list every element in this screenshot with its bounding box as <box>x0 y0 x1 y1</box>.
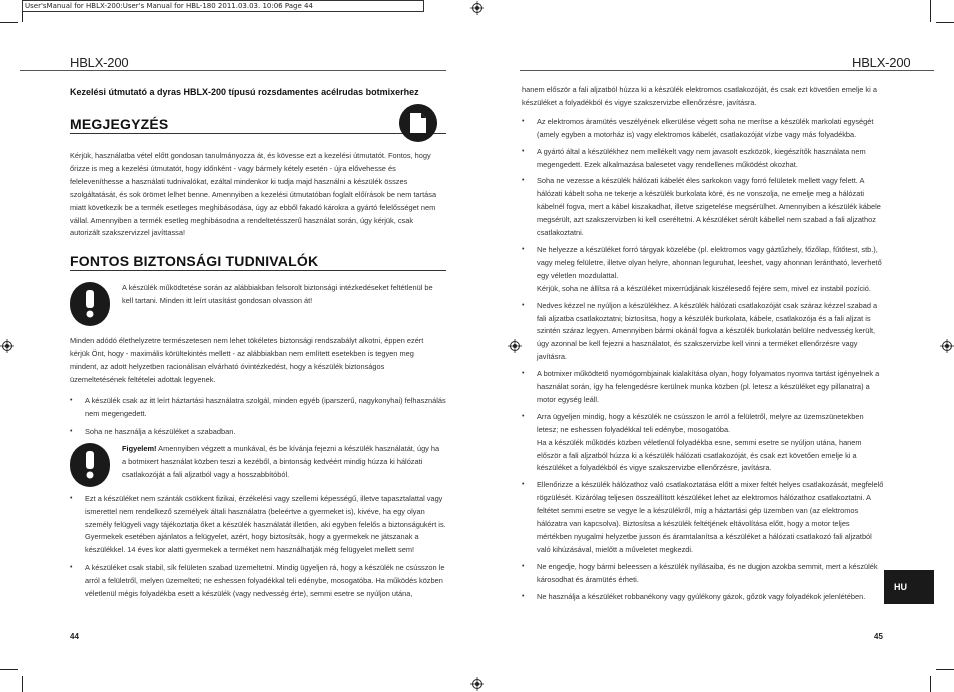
crop-mark <box>930 0 931 22</box>
header-rule-right <box>520 70 934 71</box>
page-number-left: 44 <box>70 632 79 641</box>
registration-mark-icon <box>508 339 522 353</box>
registration-mark-icon <box>940 339 954 353</box>
crop-mark <box>930 676 931 692</box>
list-item: • A készülék csak az itt leírt háztartási használatra szolgál, minden egyéb (iparszerű, nagykonyhai) felhasználás nem megengedett. <box>70 395 446 421</box>
caution-block <box>70 443 446 487</box>
list-item: • Ne használja a készüléket robbanékony vagy gyúlékony gázok, gőzök vagy folyadékok jelenlétében. <box>522 591 884 604</box>
list-item: • Ne helyezze a készüléket forró tárgyak közelébe (pl. elektromos vagy gáztűzhely, főzőlap, fűtőtest, stb.), vagy meleg felületre, illetve olyan helyre, ahonnan leguruhat, leeshet, vagy ahonnan lerántható, leverhető egy véletlen mozdulattal. Kérjük, soha ne állítsa rá a készüléket mixerrúdjának kiszélesedő fejére sem, mivel ez instabil pozíció. <box>522 244 884 296</box>
warning-intro-block <box>70 282 446 326</box>
registration-mark-icon <box>470 677 484 691</box>
running-head-right: HBLX-200 <box>852 55 911 70</box>
page-number-right: 45 <box>874 632 883 641</box>
warning-intro-text: A készülék működtetése során az alábbiakban felsorolt biztonsági intézkedéseket feltétlenül be kell tartani. Minden itt leírt utasítást gondosan olvasson át! <box>122 283 433 306</box>
caution-body: Amennyiben végzett a munkával, és be kívánja fejezni a készülék használatát, úgy ha a botmixert használat közben teszi a kezéből, a bintonság kedvéért mindig húzza ki hálózati csatlakozóját a fali aljzatból vagy a hosszabbítóból. <box>122 443 440 479</box>
right-page <box>522 84 884 604</box>
crop-mark <box>0 669 18 670</box>
registration-mark-icon <box>470 1 484 15</box>
general-safety-text: Minden adódó élethelyzetre természetesen nem lehet tökéletes biztonsági rendszabályt alkotni, éppen ezért kérjük Önt, hogy - maximális körültekintés mellett - az alábbiakban nem említett esetekben is tegyen meg mindent, az adott helyzetben racionálisan elvárható óvintézkedést, hogy a készülék biztonságos üzemeltetésének feltételei adottak legyenek. <box>70 336 424 385</box>
list-item: • Ne engedje, hogy bármi beleessen a készülék nyílásaiba, és ne dugjon azokba semmit, mert a készülék károsodhat és áramütés érheti. <box>522 561 884 587</box>
list-item: • Ezt a készüléket nem szánták csökkent fizikai, érzékelési vagy szellemi képességű, illetve tapasztalattal vagy ismerettel nem rendelkező személyek általi használatra (beleértve a gyermeket is), kivéve, ha egy olyan személy felügyeli vagy tájékoztatja őket a készülék használatát illetően, aki egyben felelős a biztonságukért is. Gyermekek esetében ajánlatos a felügyelet, azért, hogy biztosítsák, hogy a gyermekek ne játszanak a készülékkel. 14 éves kor alatti gyermekek a terméket nem használhatják még felügyelet mellett sem! <box>70 493 446 558</box>
note-heading: MEGJEGYZÉS <box>70 115 446 134</box>
caution-text <box>122 443 440 482</box>
left-page <box>70 86 446 601</box>
list-item: • Soha ne vezesse a készülék hálózati kábelét éles sarkokon vagy forró felületek mellett vagy felett. A hálózati kábelt soha ne tekerje a készülék burkolata köré, és ne vonszolja, ne emelje meg a hálózati kábelnél fogva, mert a kábel kiszakadhat, illetve szigetelése megsérülhet. Amennyiben a készülék kábele megsérült, azt szakszervizben ki kell cseréltetni. A készüléket sérült kábellel nem szabad a fali aljzathoz csatlakoztatni. <box>522 175 884 240</box>
list-item: • Soha ne használja a készüléket a szabadban. <box>70 426 446 439</box>
crop-mark <box>936 669 954 670</box>
note-text: Kérjük, használatba vétel előtt gondosan tanulmányozza át, és kövesse ezt a kezelési útmutatót. Fontos, hogy őrizze is meg a kezelési útmutatót, hogy időnként - vagy bármely kétely esetén - újra elővehesse és feleleveníthesse a használati tudnivalókat, ezáltal mindenkor ki tudja majd használni a készülék összes szolgáltatását, és sok örömet lelhet benne. Amennyiben a kezelési útmutatóban foglalt előírások be nem tartása miatt következik be a termék esetleges meghibásodása, úgy az ebből fakadó károkra a gyártó felelősséget nem vállal. Amennyiben a termék esetleg meghibásodna a rendeltetésszerű használat során, úgy kérjük, csak autorizált szakszervizzel javíttassa! <box>70 151 437 238</box>
crop-mark <box>936 22 954 23</box>
list-item: • Nedves kézzel ne nyúljon a készülékhez. A készülék hálózati csatlakozóját csak száraz kézzel szabad a fali aljzatba csatlakoztatni; biztosítsa, hogy a készülék burkolata, kábele, csatlakozója és a fali aljzat is szintén száraz legyen. Amennyiben bármi okánál fogva a készülék burkolatán belülre nedvesség került, úgy azonnal be kell fejezni a használatot, és szakszervizbe kell vinni a terméket ellenőrzésre vagy javításra. <box>522 300 884 365</box>
running-head-left: HBLX-200 <box>70 55 129 70</box>
header-rule-left <box>20 70 446 71</box>
list-item: • A botmixer működtető nyomógombjainak kialakítása olyan, hogy folyamatos nyomva tartást igényelnek a használat során, így ha felengedésre kerülnek munka közben (pl. letesz a készüléket egy pillanatra) a motor egység leáll. <box>522 368 884 407</box>
document-note-icon <box>399 104 437 142</box>
print-header: User'sManual for HBLX-200:User's Manual for HBL-180 2011.03.03. 10:06 Page 44 <box>22 0 424 12</box>
exclamation-warning-icon <box>70 282 110 326</box>
list-item: • A gyártó által a készülékhez nem mellékelt vagy nem javasolt eszközök, kiegészítők használata nem megengedett. Ezek alkalmazása balesetet vagy rendellenes működést okozhat. <box>522 146 884 172</box>
safety-list-a <box>70 395 446 439</box>
safety-list-right <box>522 116 884 604</box>
list-item: • Ellenőrizze a készülék hálózathoz való csatlakoztatása előtt a mixer feltét helyes csatlakozását, megfelelő rögzülését. Kizárólag teljesen összeállított készüléket lehet az elektromos hálózathoz csatlakoztatni. A feltétet semmi esetre se vegye le a készülékről, míg a háztartási gép üzemben van (az elektromos hálózatra van kapcsolva). Biztosítsa a készülék feltétjének eltávolítása előtt, hogy a motor teljes mértékben nyugalmi helyzetbe jusson és áramtalanítsa a készüléket a hálózati csatlakozó fali aljzatból való kihúzásával, mielőtt a műveletet megkezdi. <box>522 479 884 556</box>
list-item: • A készüléket csak stabil, sík felületen szabad üzemeltetni. Mindig ügyeljen rá, hogy a készülék ne csússzon le arról a felületről, melyen üzemelteti; ne eshessen folyadékkal teli edénybe, mosogatóba. Ha működés közben véletlenül mégis folyadékba esett a készülék (vagy nedvesség érte), semmi esetre se nyúljon utána, <box>70 562 446 601</box>
continuation-text: hanem először a fali aljzatból húzza ki a készülék elektromos csatlakozóját, és csak ezt követően emelje ki a készüléket a folyadékból és vigye szakszervizbe ellenőrzésre, javításra. <box>522 85 877 107</box>
list-item: • Az elektromos áramütés veszélyének elkerülése végett soha ne merítse a készülék markolati egységét (amely egyben a motorház is) vagy elektromos kábelét, csatlakozóját vízbe vagy más folyadékba. <box>522 116 884 142</box>
crop-mark <box>22 676 23 692</box>
crop-mark <box>22 12 23 22</box>
crop-mark <box>0 22 18 23</box>
caution-label: Figyelem! <box>122 443 157 453</box>
exclamation-warning-icon <box>70 443 110 487</box>
language-tab: HU <box>884 570 934 604</box>
list-item: • Arra ügyeljen mindig, hogy a készülék ne csússzon le arról a felületről, melyre az üzemszünetekben letesz; ne eshessen folyadékkal teli edénybe, mosogatóba. Ha a készülék működés közben véletlenül folyadékba esne, semmi esetre se nyúljon utána, hanem először a fali aljzatból húzza ki a készülék hálózati csatlakozóját, és csak ezt követően emelje ki a készüléket a folyadékból és vigye szakszervizbe ellenőrzésre, javításra. <box>522 411 884 476</box>
safety-list-b <box>70 493 446 601</box>
registration-mark-icon <box>0 339 14 353</box>
safety-heading: FONTOS BIZTONSÁGI TUDNIVALÓK <box>70 252 446 271</box>
document-title: Kezelési útmutató a dyras HBLX-200 típusú rozsdamentes acélrudas botmixerhez <box>70 87 419 97</box>
